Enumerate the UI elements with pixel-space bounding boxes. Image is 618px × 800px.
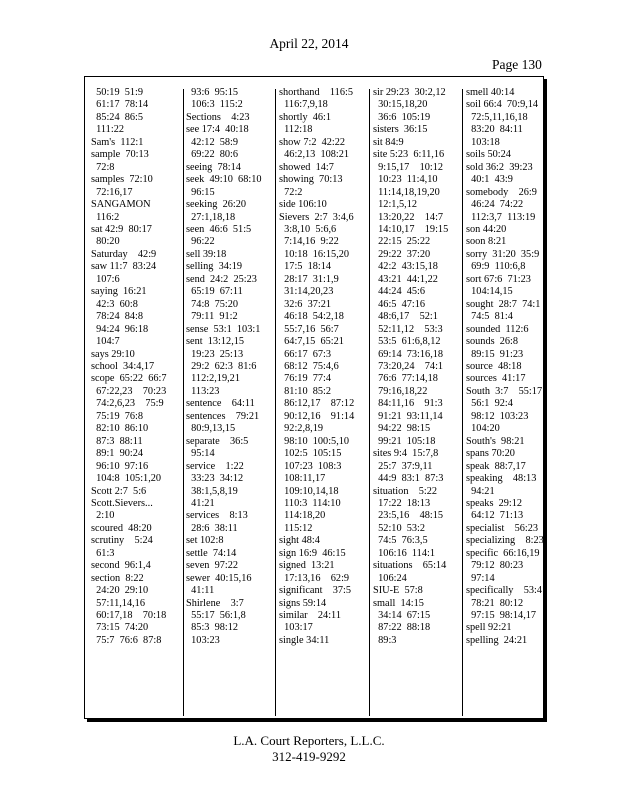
index-line: 94:21: [466, 485, 495, 497]
index-line: 104:8 105:1,20: [91, 473, 162, 485]
index-line: 97:14: [466, 572, 495, 584]
index-line: 67:22,23 70:23: [91, 385, 167, 397]
index-line: 43:21 44:1,22: [373, 273, 438, 285]
index-line: South's 98:21: [466, 435, 525, 447]
index-line: 94:24 96:18: [91, 323, 149, 335]
index-line: spans 70:20: [466, 448, 515, 460]
index-line: 23:5,16 48:15: [373, 510, 444, 522]
index-line: 27:1,18,18: [186, 211, 236, 223]
index-line: separate 36:5: [186, 435, 249, 447]
index-line: site 5:23 6:11,16: [373, 149, 445, 161]
index-line: 56:1 92:4: [466, 398, 513, 410]
index-line: specialist 56:23: [466, 522, 539, 534]
index-line: 82:10 86:10: [91, 423, 149, 435]
index-line: sold 36:2 39:23: [466, 161, 533, 173]
index-line: seek 49:10 68:10: [186, 174, 262, 186]
index-line: small 14:15: [373, 597, 424, 609]
index-line: 74:8 75:20: [186, 298, 239, 310]
index-line: school 34:4,17: [91, 360, 155, 372]
index-line: Sections 4:23: [186, 111, 250, 123]
index-line: 42:3 60:8: [91, 298, 138, 310]
column-divider: [183, 89, 184, 716]
index-line: services 8:13: [186, 510, 248, 522]
index-line: 12:1,5,12: [373, 199, 418, 211]
index-line: 46:18 54:2,18: [279, 311, 344, 323]
index-line: show 7:2 42:22: [279, 136, 346, 148]
index-line: 66:17 67:3: [279, 348, 332, 360]
index-line: 14:10,17 19:15: [373, 223, 449, 235]
index-line: seeing 78:14: [186, 161, 241, 173]
index-line: 68:12 75:4,6: [279, 360, 339, 372]
index-line: 19:23 25:13: [186, 348, 244, 360]
index-line: 69:14 73:16,18: [373, 348, 444, 360]
index-line: 57:11,14,16: [91, 597, 145, 609]
index-line: scoured 48:20: [91, 522, 152, 534]
index-line: sewer 40:15,16: [186, 572, 252, 584]
index-line: 55:7,16 56:7: [279, 323, 339, 335]
index-line: showing 70:13: [279, 174, 343, 186]
index-line: 108:11,17: [279, 473, 326, 485]
index-line: sorry 31:20 35:9: [466, 248, 540, 260]
column-divider: [462, 89, 463, 716]
index-line: 50:19 51:9: [91, 87, 144, 98]
index-line: sir 29:23 30:2,12: [373, 87, 446, 98]
index-column-4: [373, 87, 457, 647]
index-line: 72:2: [279, 186, 303, 198]
index-line: 92:2,8,19: [279, 423, 324, 435]
index-line: speak 88:7,17: [466, 460, 526, 472]
index-line: signed 13:21: [279, 560, 335, 572]
index-line: section 8:22: [91, 572, 144, 584]
index-line: 69:9 110:6,8: [466, 261, 526, 273]
index-line: 75:7 76:6 87:8: [91, 634, 162, 646]
index-line: 13:20,22 14:7: [373, 211, 444, 223]
index-line: SANGAMON: [91, 199, 151, 211]
index-line: sat 42:9 80:17: [91, 223, 152, 235]
index-line: service 1:22: [186, 460, 244, 472]
index-line: sign 16:9 46:15: [279, 547, 346, 559]
index-line: 10:18 16:15,20: [279, 248, 350, 260]
index-line: 116:7,9,18: [279, 99, 328, 111]
index-line: soil 66:4 70:9,14: [466, 99, 539, 111]
index-line: 78:21 80:12: [466, 597, 524, 609]
index-column-3: [279, 87, 363, 647]
index-line: 76:6 77:14,18: [373, 373, 438, 385]
index-line: 25:7 37:9,11: [373, 460, 433, 472]
index-line: 112:18: [279, 124, 313, 136]
index-line: 44:9 83:1 87:3: [373, 473, 444, 485]
index-line: 38:1,5,8,19: [186, 485, 238, 497]
index-line: scope 65:22 66:7: [91, 373, 167, 385]
index-line: 42:12 58:9: [186, 136, 239, 148]
index-line: 89:15 91:23: [466, 348, 524, 360]
index-line: 46:5 47:16: [373, 298, 426, 310]
index-line: settle 74:14: [186, 547, 237, 559]
index-line: 34:14 67:15: [373, 610, 431, 622]
index-line: 72:8: [91, 161, 115, 173]
index-line: seeking 26:20: [186, 199, 247, 211]
index-line: showed 14:7: [279, 161, 334, 173]
index-line: 97:15 98:14,17: [466, 610, 537, 622]
index-line: says 29:10: [91, 348, 135, 360]
index-line: sight 48:4: [279, 535, 320, 547]
index-line: significant 37:5: [279, 585, 352, 597]
index-line: 87:3 88:11: [91, 435, 143, 447]
index-line: 17:13,16 62:9: [279, 572, 350, 584]
index-line: 79:12 80:23: [466, 560, 524, 572]
index-line: 74:5 76:3,5: [373, 535, 428, 547]
index-line: 17:22 18:13: [373, 497, 431, 509]
index-line: 46:24 74:22: [466, 199, 524, 211]
index-line: 107:23 108:3: [279, 460, 342, 472]
index-line: sentence 64:11: [186, 398, 255, 410]
index-line: 64:7,15 65:21: [279, 336, 344, 348]
index-line: 28:6 38:11: [186, 522, 238, 534]
index-line: 103:17: [279, 622, 313, 634]
index-line: saying 16:21: [91, 286, 147, 298]
index-line: specializing 8:23: [466, 535, 544, 547]
index-line: sentences 79:21: [186, 410, 260, 422]
index-line: Scott 2:7 5:6: [91, 485, 147, 497]
index-line: sense 53:1 103:1: [186, 323, 261, 335]
index-line: 89:3: [373, 634, 397, 646]
index-line: sit 84:9: [373, 136, 404, 148]
index-line: 95:14: [186, 448, 215, 460]
index-line: 79:11 91:2: [186, 311, 238, 323]
index-line: South 3:7 55:17: [466, 385, 543, 397]
index-line: situations 65:14: [373, 560, 447, 572]
index-line: 75:19 76:8: [91, 410, 144, 422]
index-line: SIU-E 57:8: [373, 585, 423, 597]
index-line: 107:6: [91, 273, 120, 285]
index-line: 64:12 71:13: [466, 510, 524, 522]
index-line: 106:16 114:1: [373, 547, 435, 559]
index-line: 73:20,24 74:1: [373, 360, 444, 372]
index-line: 60:17,18 70:18: [91, 610, 167, 622]
index-line: seven 97:22: [186, 560, 239, 572]
index-line: 32:6 37:21: [279, 298, 332, 310]
index-line: son 44:20: [466, 223, 507, 235]
index-line: 104:20: [466, 423, 500, 435]
index-line: sample 70:13: [91, 149, 149, 161]
index-line: spelling 24:21: [466, 634, 528, 646]
index-line: smell 40:14: [466, 87, 515, 98]
index-line: 96:10 97:16: [91, 460, 149, 472]
index-line: sell 39:18: [186, 248, 227, 260]
index-line: 33:23 34:12: [186, 473, 244, 485]
index-line: sources 41:17: [466, 373, 526, 385]
index-line: 112:2,19,21: [186, 373, 240, 385]
index-line: 113:23: [186, 385, 220, 397]
index-line: 96:15: [186, 186, 215, 198]
index-line: 52:11,12 53:3: [373, 323, 443, 335]
index-line: 90:12,16 91:14: [279, 410, 355, 422]
index-line: 98:10 100:5,10: [279, 435, 350, 447]
index-line: 99:21 105:18: [373, 435, 436, 447]
index-line: 52:10 53:2: [373, 522, 426, 534]
page-number: Page 130: [492, 57, 542, 72]
index-line: sought 28:7 74:1: [466, 298, 541, 310]
index-line: Sievers 2:7 3:4,6: [279, 211, 354, 223]
index-line: 81:10 85:2: [279, 385, 332, 397]
page-date: April 22, 2014: [269, 36, 349, 51]
index-line: 104:14,15: [466, 286, 513, 298]
index-line: 80:9,13,15: [186, 423, 236, 435]
index-line: signs 59:14: [279, 597, 327, 609]
index-column-1: [91, 87, 175, 647]
index-line: 102:5 105:15: [279, 448, 342, 460]
index-line: 29:2 62:3 81:6: [186, 360, 257, 372]
index-line: 86:12,17 87:12: [279, 398, 355, 410]
index-line: seen 46:6 51:5: [186, 223, 252, 235]
index-line: 72:5,11,16,18: [466, 111, 528, 123]
index-line: send 24:2 25:23: [186, 273, 257, 285]
index-line: 44:24 45:6: [373, 286, 426, 298]
index-line: 72:16,17: [91, 186, 133, 198]
index-line: 85:24 86:5: [91, 111, 144, 123]
index-line: 55:17 56:1,8: [186, 610, 246, 622]
index-line: scrutiny 5:24: [91, 535, 153, 547]
index-line: source 48:18: [466, 360, 522, 372]
index-line: specifically 53:4: [466, 585, 543, 597]
index-line: 31:14,20,23: [279, 286, 334, 298]
index-line: 106:24: [373, 572, 407, 584]
index-line: 9:15,17 10:12: [373, 161, 444, 173]
index-line: sounds 26:8: [466, 336, 519, 348]
index-line: 79:16,18,22: [373, 385, 428, 397]
index-column-5: [466, 87, 550, 647]
footer-phone: 312-419-9292: [272, 749, 346, 764]
index-line: 11:14,18,19,20: [373, 186, 440, 198]
index-line: 61:3: [91, 547, 115, 559]
index-line: samples 72:10: [91, 174, 153, 186]
index-line: sort 67:6 71:23: [466, 273, 531, 285]
index-line: 78:24 84:8: [91, 311, 144, 323]
index-line: saw 11:7 83:24: [91, 261, 157, 273]
index-line: second 96:1,4: [91, 560, 151, 572]
index-frame: [84, 76, 544, 719]
index-line: single 34:11: [279, 634, 330, 646]
index-line: spell 92:21: [466, 622, 512, 634]
index-line: 104:7: [91, 336, 120, 348]
index-line: 73:15 74:20: [91, 622, 149, 634]
index-line: 48:6,17 52:1: [373, 311, 438, 323]
index-line: 91:21 93:11,14: [373, 410, 443, 422]
index-line: selling 34:19: [186, 261, 243, 273]
index-column-2: [186, 87, 270, 647]
index-line: 103:18: [466, 136, 500, 148]
index-line: side 106:10: [279, 199, 327, 211]
index-line: 76:19 77:4: [279, 373, 332, 385]
index-line: shorthand 116:5: [279, 87, 353, 98]
index-line: see 17:4 40:18: [186, 124, 249, 136]
index-line: 111:22: [91, 124, 124, 136]
index-line: 40:1 43:9: [466, 174, 513, 186]
index-line: Sam's 112:1: [91, 136, 144, 148]
index-line: 83:20 84:11: [466, 124, 523, 136]
index-line: Saturday 42:9: [91, 248, 157, 260]
index-line: situation 5:22: [373, 485, 438, 497]
index-line: 98:12 103:23: [466, 410, 529, 422]
index-line: 24:20 29:10: [91, 585, 149, 597]
index-line: 89:1 90:24: [91, 448, 144, 460]
index-line: 103:23: [186, 634, 220, 646]
index-line: 115:12: [279, 522, 313, 534]
index-line: 116:2: [91, 211, 120, 223]
index-line: Scott.Sievers...: [91, 497, 153, 509]
index-line: 96:22: [186, 236, 215, 248]
index-line: set 102:8: [186, 535, 224, 547]
index-line: 29:22 37:20: [373, 248, 431, 260]
index-line: somebody 26:9: [466, 186, 537, 198]
index-line: 110:3 114:10: [279, 497, 341, 509]
index-line: 84:11,16 91:3: [373, 398, 443, 410]
index-line: 7:14,16 9:22: [279, 236, 339, 248]
index-line: 87:22 88:18: [373, 622, 431, 634]
index-line: 41:21: [186, 497, 215, 509]
index-line: 61:17 78:14: [91, 99, 149, 111]
column-divider: [275, 89, 276, 716]
index-line: speaking 48:13: [466, 473, 537, 485]
index-line: 41:11: [186, 585, 215, 597]
index-line: sounded 112:6: [466, 323, 529, 335]
index-line: 53:5 61:6,8,12: [373, 336, 441, 348]
index-line: speaks 29:12: [466, 497, 523, 509]
index-line: 74:2,6,23 75:9: [91, 398, 164, 410]
index-line: 80:20: [91, 236, 120, 248]
index-line: 85:3 98:12: [186, 622, 239, 634]
index-line: 109:10,14,18: [279, 485, 339, 497]
index-line: soon 8:21: [466, 236, 507, 248]
index-line: 106:3 115:2: [186, 99, 243, 111]
index-line: 46:2,13 108:21: [279, 149, 350, 161]
index-line: Shirlene 3:7: [186, 597, 244, 609]
index-line: 17:5 18:14: [279, 261, 332, 273]
index-line: 2:10: [91, 510, 115, 522]
index-line: similar 24:11: [279, 610, 341, 622]
index-line: 112:3,7 113:19: [466, 211, 536, 223]
footer-company: L.A. Court Reporters, L.L.C.: [233, 733, 385, 748]
index-line: 28:17 31:1,9: [279, 273, 339, 285]
column-divider: [369, 89, 370, 716]
index-line: 65:19 67:11: [186, 286, 243, 298]
index-line: 42:2 43:15,18: [373, 261, 438, 273]
index-line: sent 13:12,15: [186, 336, 245, 348]
index-line: 74:5 81:4: [466, 311, 513, 323]
index-line: 30:15,18,20: [373, 99, 428, 111]
index-line: sites 9:4 15:7,8: [373, 448, 439, 460]
index-line: 114:18,20: [279, 510, 326, 522]
index-line: soils 50:24: [466, 149, 511, 161]
index-line: specific 66:16,19: [466, 547, 540, 559]
index-line: sisters 36:15: [373, 124, 428, 136]
index-line: 69:22 80:6: [186, 149, 239, 161]
index-line: shortly 46:1: [279, 111, 332, 123]
index-line: 22:15 25:22: [373, 236, 431, 248]
index-line: 94:22 98:15: [373, 423, 431, 435]
index-line: 93:6 95:15: [186, 87, 239, 98]
index-line: 36:6 105:19: [373, 111, 431, 123]
index-line: 10:23 11:4,10: [373, 174, 438, 186]
index-line: 3:8,10 5:6,6: [279, 223, 337, 235]
